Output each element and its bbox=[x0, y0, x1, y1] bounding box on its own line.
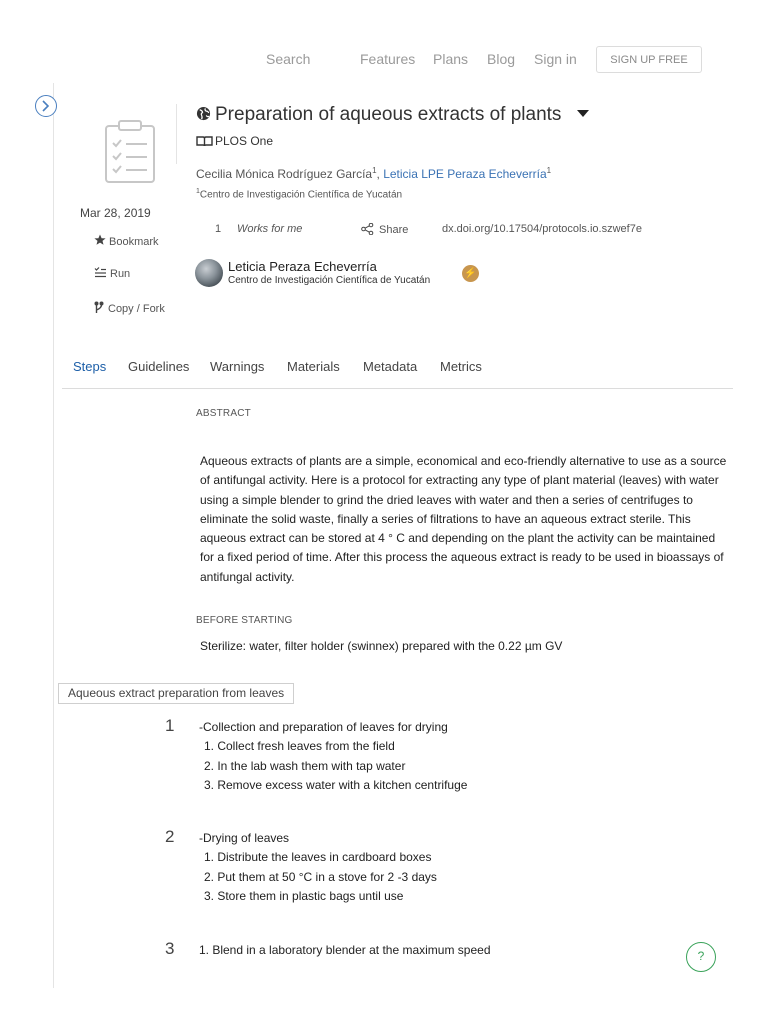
avatar[interactable] bbox=[195, 259, 223, 287]
list-item: 1. Distribute the leaves in cardboard boxes bbox=[204, 850, 432, 864]
share-icon bbox=[361, 223, 374, 235]
affiliation-sup: 1 bbox=[196, 188, 200, 195]
before-starting-text: Sterilize: water, filter holder (swinnex) prepared with the 0.22 µm GV bbox=[200, 639, 563, 653]
affiliation bbox=[196, 188, 402, 200]
step-3-title: 1. Blend in a laboratory blender at the maximum speed bbox=[199, 943, 491, 957]
works-count: 1 bbox=[215, 223, 222, 235]
tab-metrics[interactable]: Metrics bbox=[440, 359, 482, 374]
publish-date: Mar 28, 2019 bbox=[80, 206, 151, 220]
tab-guidelines[interactable]: Guidelines bbox=[128, 359, 190, 374]
author-2-affil: 1 bbox=[546, 166, 552, 175]
abstract-label: ABSTRACT bbox=[196, 408, 251, 419]
journal-name: PLOS One bbox=[215, 134, 274, 148]
globe-icon bbox=[196, 106, 211, 121]
caret-down-icon[interactable] bbox=[577, 110, 589, 118]
search-link[interactable]: Search bbox=[266, 51, 311, 67]
list-item: 3. Store them in plastic bags until use bbox=[204, 889, 404, 903]
tab-warnings[interactable]: Warnings bbox=[210, 359, 265, 374]
tab-metadata[interactable]: Metadata bbox=[363, 359, 418, 374]
protocol-title-text: Preparation of aqueous extracts of plants bbox=[215, 104, 562, 125]
list-item: 1. Collect fresh leaves from the field bbox=[204, 739, 395, 753]
tab-materials[interactable]: Materials bbox=[287, 359, 340, 374]
header-divider bbox=[176, 104, 177, 164]
author-1[interactable]: Cecilia Mónica Rodríguez García bbox=[196, 167, 373, 181]
bookmark-button[interactable] bbox=[94, 234, 159, 248]
nav-blog[interactable]: Blog bbox=[487, 51, 516, 67]
list-item: 2. In the lab wash them with tap water bbox=[204, 758, 406, 773]
signup-button[interactable]: SIGN UP FREE bbox=[596, 46, 702, 73]
author-list bbox=[196, 166, 551, 181]
copy-fork-label: Copy / Fork bbox=[108, 303, 165, 315]
run-list-icon bbox=[94, 267, 107, 278]
nav-signin[interactable]: Sign in bbox=[534, 51, 577, 67]
lightning-badge-icon: ⚡ bbox=[462, 265, 479, 282]
content-border bbox=[53, 83, 54, 988]
list-item: 3. Remove excess water with a kitchen centrifuge bbox=[204, 778, 468, 792]
user-name[interactable]: Leticia Peraza Echeverría bbox=[228, 259, 377, 274]
works-for-me-button[interactable]: Works for me bbox=[237, 223, 303, 235]
run-button[interactable] bbox=[94, 267, 130, 280]
book-icon bbox=[196, 135, 213, 147]
star-icon bbox=[94, 234, 106, 246]
step-1-number: 1 bbox=[165, 716, 175, 735]
sidebar-toggle-button[interactable] bbox=[35, 95, 57, 117]
doi-link[interactable]: dx.doi.org/10.17504/protocols.io.szwef7e bbox=[442, 223, 642, 235]
protocol-title bbox=[196, 104, 589, 126]
nav-plans[interactable]: Plans bbox=[433, 51, 469, 67]
fork-icon bbox=[94, 301, 104, 314]
help-button[interactable]: ? bbox=[686, 942, 716, 972]
tabs-divider bbox=[62, 388, 733, 389]
share-button[interactable] bbox=[361, 223, 408, 236]
copy-fork-button[interactable] bbox=[94, 301, 165, 315]
step-1-list bbox=[204, 737, 467, 796]
abstract-text: Aqueous extracts of plants are a simple, economical and eco-friendly alternative to use as a source of antifungal activity. Here is a protocol for extracting any type of plant material (leaves) with water using a simple blender to grind the dried leaves with water and then a series of centrifuges to eliminate the solid waste, finally a series of filtrations to have an aqueous extract sterile. This aqueous extract can be stored at 4 ° C and depending on the plant the activity can be maintained for a fixed period of time. After this process the aqueous extract is ready to be used in bioassays of antifungal activity. bbox=[200, 454, 727, 584]
tab-steps[interactable]: Steps bbox=[73, 359, 107, 374]
section-title[interactable]: Aqueous extract preparation from leaves bbox=[58, 683, 294, 704]
author-1-affil: 1 bbox=[372, 166, 377, 175]
author-2-link[interactable]: Leticia LPE Peraza Echeverría bbox=[383, 167, 547, 181]
step-3-number: 3 bbox=[165, 939, 175, 958]
user-institution: Centro de Investigación Científica de Yucatán bbox=[228, 275, 431, 286]
bookmark-label: Bookmark bbox=[109, 236, 159, 248]
author-separator: , bbox=[376, 167, 384, 181]
step-2-title: -Drying of leaves bbox=[199, 831, 290, 845]
journal bbox=[196, 134, 273, 148]
run-label: Run bbox=[110, 268, 131, 280]
chevron-right-icon bbox=[41, 100, 51, 112]
nav-features[interactable]: Features bbox=[360, 51, 416, 67]
share-label: Share bbox=[379, 224, 409, 236]
list-item: 2. Put them at 50 °C in a stove for 2 -3 days bbox=[204, 869, 437, 884]
step-2-list bbox=[204, 848, 437, 907]
before-starting-label: BEFORE STARTING bbox=[196, 615, 293, 626]
step-1-title: -Collection and preparation of leaves for drying bbox=[199, 720, 448, 734]
step-2-number: 2 bbox=[165, 827, 175, 846]
affiliation-text: Centro de Investigación Científica de Yucatán bbox=[199, 189, 403, 201]
clipboard-icon bbox=[104, 120, 156, 184]
